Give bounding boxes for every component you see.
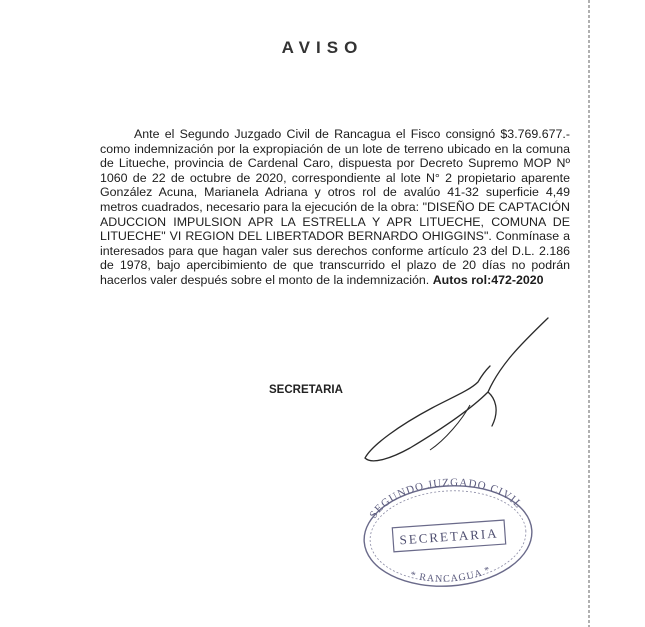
signer-title: SECRETARIA xyxy=(269,384,343,396)
notice-paragraph: Ante el Segundo Juzgado Civil de Rancagua el Fisco consignó $3.769.677.- como indemnización por la expropiación de un lote de terreno ubicado en la comuna de Litueche, provincia de Cardenal Caro, dispuesta por Decreto Supremo MOP Nº 1060 de 22 de octubre de 2020, correspondiente al lote N° 2 propietario aparente González Acuna, Marianela Adriana y otros rol de avalúo 41-32 superficie 4,49 metros cuadrados, necesario para la ejecución de la obra: "DISEÑO DE CAPTACIÓN ADUCCION IMPULSION APR LA ESTRELLA Y APR LITUECHE, COMUNA DE LITUECHE" VI REGION DEL LIBERTADOR BERNARDO OHIGGINS". Conmínase a interesados para que hagan valer sus derechos conforme artículo 23 del D.L. 2.186 de 1978, bajo apercibimiento de que transcurrido el plazo de 20 días no podrán hacerlos valer después sobre el monto de la indemnización. xyxy=(100,127,570,287)
notice-title: AVISO xyxy=(281,38,364,57)
handwritten-signature xyxy=(365,318,548,461)
stamp-court: SEGUNDO JUZGADO CIVIL xyxy=(367,476,525,521)
stamp-office: SECRETARIA xyxy=(399,525,500,548)
case-reference: Autos rol:472-2020 xyxy=(432,272,544,287)
svg-text:SEGUNDO JUZGADO CIVIL xyxy=(365,472,525,522)
stamp-city: * RANCAGUA * xyxy=(408,564,493,585)
svg-text:* RANCAGUA * xyxy=(408,564,493,587)
court-stamp xyxy=(360,471,535,592)
